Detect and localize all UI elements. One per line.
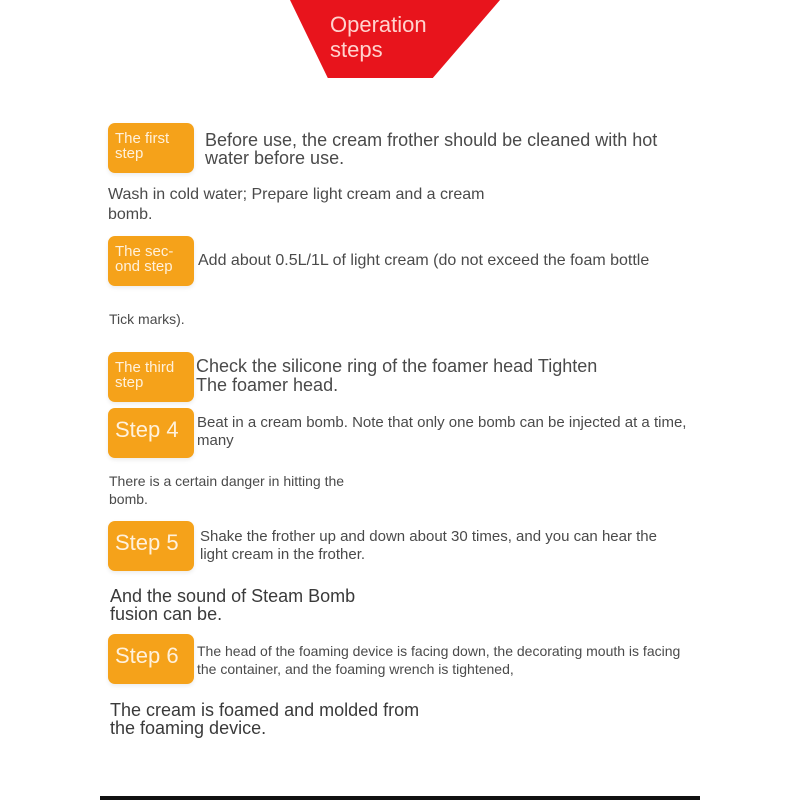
- step-badge-3: The third step: [108, 352, 194, 402]
- bottom-divider: [100, 796, 700, 800]
- step-text-1: Before use, the cream frother should be cleaned with hot water before use.: [205, 130, 658, 168]
- step-continuation-4: There is a certain danger in hitting the bomb.: [109, 473, 345, 507]
- step-text-5: Shake the frother up and down about 30 times, and you can hear the light cream in the frother.: [200, 528, 657, 563]
- step-continuation-2: Tick marks).: [109, 311, 185, 327]
- step-continuation-5: And the sound of Steam Bomb fusion can be.: [110, 586, 356, 624]
- page-title: Operation steps: [330, 12, 427, 62]
- step-text-3: Check the silicone ring of the foamer head Tighten The foamer head.: [196, 356, 598, 395]
- step-badge-1: The first step: [108, 123, 194, 173]
- step-text-2: Add about 0.5L/1L of light cream (do not exceed the foam bottle: [198, 252, 650, 269]
- step-badge-6: Step 6: [108, 634, 194, 684]
- step-badge-5: Step 5: [108, 521, 194, 571]
- step-text-4: Beat in a cream bomb. Note that only one bomb can be injected at a time, many: [197, 414, 687, 449]
- step-badge-4: Step 4: [108, 408, 194, 458]
- step-continuation-6: The cream is foamed and molded from the foaming device.: [110, 700, 420, 738]
- step-continuation-1: Wash in cold water; Prepare light cream and a cream bomb.: [108, 186, 485, 223]
- step-badge-2: The sec-ond step: [108, 236, 194, 286]
- step-text-6: The head of the foaming device is facing down, the decorating mouth is facing the container, and the foaming wrench is tightened,: [197, 643, 681, 677]
